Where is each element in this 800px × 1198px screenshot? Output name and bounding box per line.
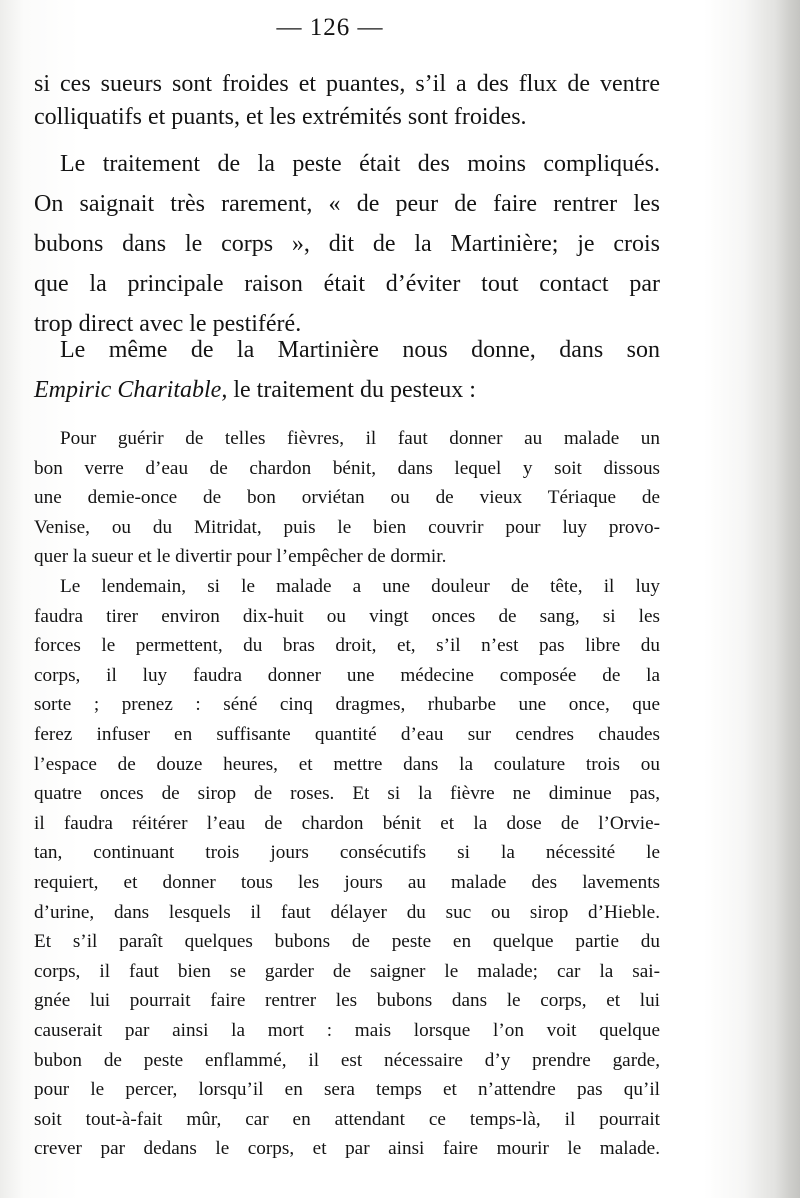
- text-line: [34, 370, 660, 410]
- text-line: gnée lui pourrait faire rentrer les bubons dans le corps, et lui: [34, 990, 660, 1012]
- text-line: Pour guérir de telles fièvres, il faut donner au malade un: [60, 428, 660, 449]
- text-line: On saignait très rarement, « de peur de faire rentrer les: [34, 191, 660, 217]
- continuation-paragraph: [34, 68, 660, 134]
- text-line: Venise, ou du Mitridat, puis le bien couvrir pour luy provo-: [34, 516, 660, 538]
- text-line: Le même de la Martinière nous donne, dans son: [60, 337, 660, 363]
- text-line: Le traitement de la peste était des moins compliqués.: [60, 151, 660, 177]
- text-line: Le lendemain, si le malade a une douleur de tête, il luy: [60, 576, 660, 597]
- text-line: une demie-once de bon orviétan ou de vieux Tériaque de: [34, 487, 660, 509]
- text-line: tan, continuant trois jours consécutifs si la nécessité le: [34, 842, 660, 864]
- text-line: sorte ; prenez : séné cinq dragmes, rhubarbe une once, que: [34, 694, 660, 716]
- quotation-paragraph-1: [34, 424, 660, 572]
- text-line: soit tout-à-fait mûr, car en attendant ce temps-là, il pourrait: [34, 1108, 660, 1130]
- text-line: corps, il faut bien se garder de saigner le malade; car la sai-: [34, 960, 660, 982]
- text-line: si ces sueurs sont froides et puantes, s’il a des flux de ventre: [34, 71, 660, 97]
- text-line: Et s’il paraît quelques bubons de peste en quelque partie du: [34, 931, 660, 953]
- text-line: causerait par ainsi la mort : mais lorsque l’on voit quelque: [34, 1019, 660, 1041]
- text-line: il faudra réitérer l’eau de chardon bénit et la dose de l’Orvie-: [34, 812, 660, 834]
- page-number: — 126 —: [276, 14, 384, 41]
- text-line: ferez infuser en suffisante quantité d’eau sur cendres chaudes: [34, 723, 660, 745]
- quotation-paragraph-2: [34, 572, 660, 1164]
- text-line: faudra tirer environ dix-huit ou vingt onces de sang, si les: [34, 605, 660, 627]
- text-line: crever par dedans le corps, et par ainsi faire mourir le malade.: [34, 1138, 660, 1160]
- text-line: forces le permettent, du bras droit, et, s’il n’est pas libre du: [34, 635, 660, 657]
- book-title: Empiric Charitable,: [34, 377, 228, 403]
- text-line: requiert, et donner tous les jours au malade des lavements: [34, 871, 660, 893]
- paragraph-treatment: [34, 144, 660, 344]
- text-line: l’espace de douze heures, et mettre dans la coulature trois ou: [34, 753, 660, 775]
- text-line: bubons dans le corps », dit de la Martinière; je crois: [34, 231, 660, 257]
- text-line: bubon de peste enflammé, il est nécessaire d’y prendre garde,: [34, 1049, 660, 1071]
- text-line: d’urine, dans lesquels il faut délayer du suc ou sirop d’Hieble.: [34, 901, 660, 923]
- paragraph-martiniere: [34, 330, 660, 410]
- text-line: trop direct avec le pestiféré.: [34, 311, 302, 337]
- page-edge-shadow: [774, 0, 800, 1198]
- text-line: quatre onces de sirop de roses. Et si la fièvre ne diminue pas,: [34, 783, 660, 805]
- text-line: quer la sueur et le divertir pour l’empêcher de dormir.: [34, 546, 447, 568]
- text-line: corps, il luy faudra donner une médecine composée de la: [34, 664, 660, 686]
- text-fragment: le traitement du pesteux :: [227, 377, 476, 403]
- text-line: que la principale raison était d’éviter tout contact par: [34, 271, 660, 297]
- text-line: colliquatifs et puants, et les extrémités sont froides.: [34, 104, 527, 130]
- text-line: bon verre d’eau de chardon bénit, dans lequel y soit dissous: [34, 457, 660, 479]
- text-line: pour le percer, lorsqu’il en sera temps et n’attendre pas qu’il: [34, 1079, 660, 1101]
